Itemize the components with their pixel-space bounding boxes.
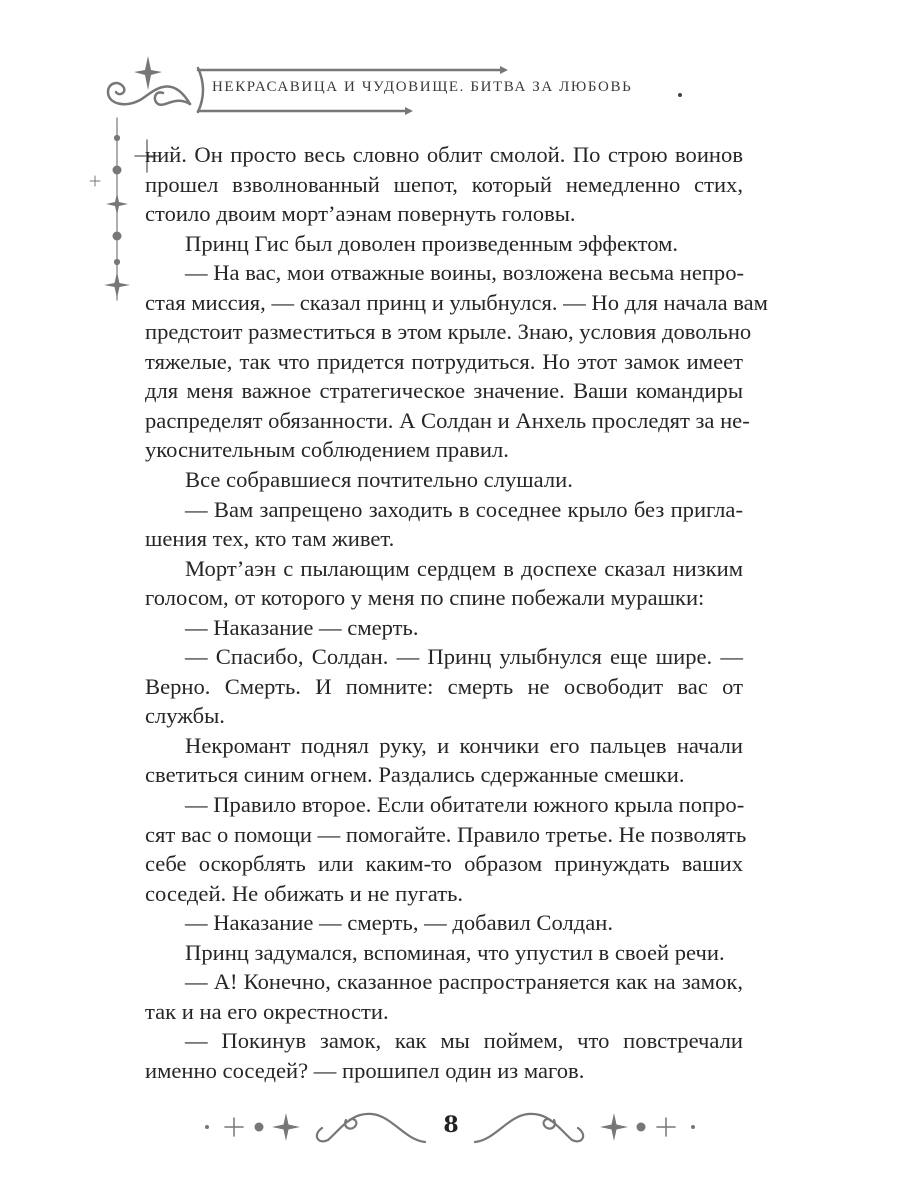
text-line: светиться синим огнем. Раздались сдержанные смешки. (145, 762, 685, 788)
text-line: стоило двоим морт’аэнам повернуть головы. (145, 201, 576, 227)
text-line: — Наказание — смерть. (185, 614, 419, 640)
text-line: — Покинув замок, как мы поймем, что повстречали (185, 1028, 743, 1054)
text-line: тяжелые, так что придется потрудиться. Но этот замок имеет (145, 348, 743, 374)
text-line: прошел взволнованный шепот, который немедленно стих, (145, 171, 743, 197)
text-line: ний. Он просто весь словно облит смолой. По строю воинов (145, 142, 743, 167)
running-head: НЕКРАСАВИЦА И ЧУДОВИЩЕ. БИТВА ЗА ЛЮБОВЬ (212, 79, 633, 95)
text-line: Принц задумался, вспоминая, что упустил в своей речи. (185, 939, 725, 965)
text-line: службы. (145, 703, 225, 729)
text-line: укоснительным соблюдением правил. (145, 437, 509, 463)
sparkle-icon (134, 56, 162, 90)
text-line: Морт’аэн с пылающим сердцем в доспехе сказал низким (185, 555, 743, 581)
text-line: себе оскорблять или каким-то образом принуждать ваших (145, 851, 743, 877)
text-line: стая миссия, — сказал принц и улыбнулся. — Но для начала вам (145, 289, 768, 315)
text-line: голосом, от которого у меня по спине побежали мурашки: (145, 585, 705, 611)
text-line: Верно. Смерть. И помните: смерть не освободит вас от (145, 673, 743, 699)
text-line: Все собравшиеся почтительно слушали. (185, 467, 573, 493)
text-line: для меня важное стратегическое значение. Ваши командиры (145, 378, 743, 404)
text-line: шения тех, кто там живет. (145, 526, 395, 552)
text-line: — Вам запрещено заходить в соседнее крыло без пригла- (185, 496, 743, 522)
swirl-ornament-top-left (108, 83, 190, 105)
text-line: соседей. Не обижать и не пугать. (145, 880, 464, 906)
text-line: Некромант поднял руку, и кончики его пальцев начали (185, 732, 743, 758)
text-line: так и на его окрестности. (145, 998, 389, 1024)
body-text (145, 140, 768, 1086)
text-line: — А! Конечно, сказанное распространяется как на замок, (185, 969, 743, 995)
text-line: именно соседей? — прошипел один из магов. (145, 1057, 585, 1083)
page-number: 8 (443, 1112, 459, 1138)
text-line: — На вас, мои отважные воины, возложена весьма непро- (185, 260, 745, 286)
text-line: предстоит разместиться в этом крыле. Знаю, условия довольно (145, 319, 752, 345)
text-line: — Наказание — смерть, — добавил Солдан. (185, 910, 613, 936)
text-line: сят вас о помощи — помогайте. Правило третье. Не позволять (145, 821, 747, 847)
text-line: Принц Гис был доволен произведенным эффектом. (185, 230, 679, 256)
text-line: — Спасибо, Солдан. — Принц улыбнулся еще шире. — (185, 644, 743, 670)
text-line: распределят обязанности. А Солдан и Анхель проследят за не- (145, 407, 750, 433)
text-line: — Правило второе. Если обитатели южного крыла попро- (185, 792, 745, 818)
